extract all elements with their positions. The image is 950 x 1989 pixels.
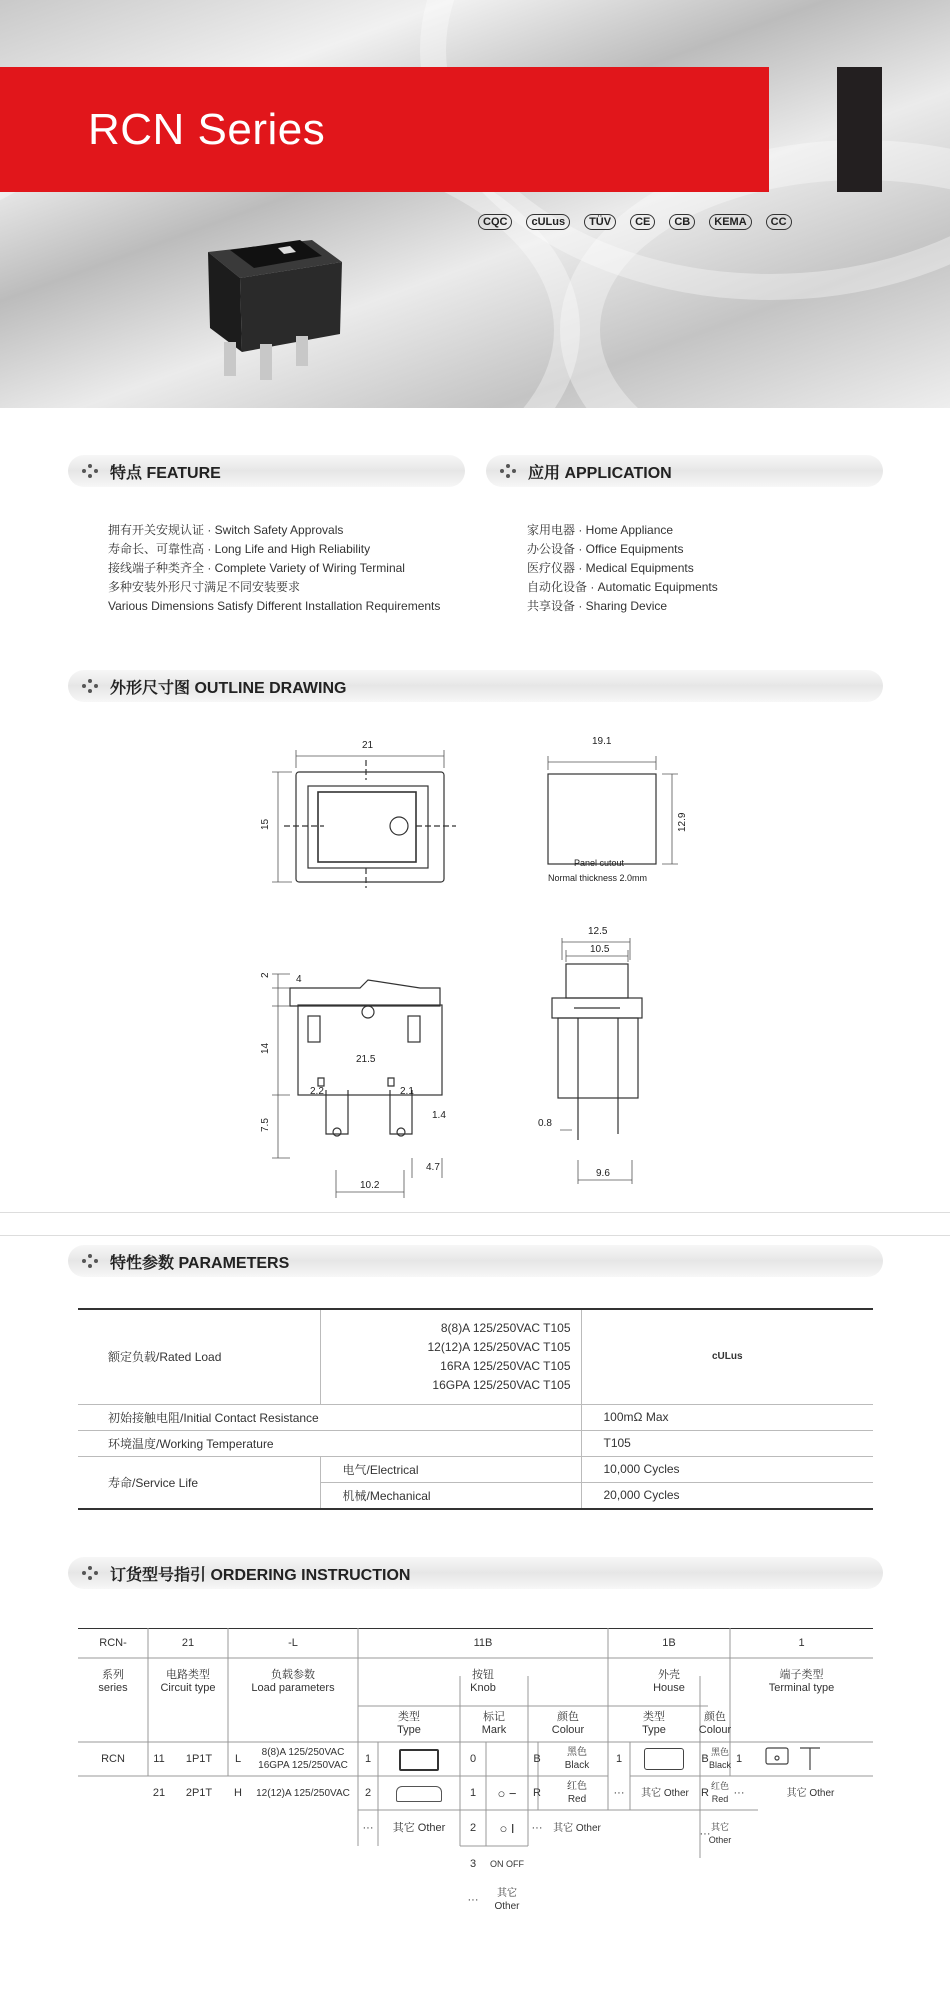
sub-house-type: 类型 Type (642, 1711, 666, 1736)
rated-value: 12(12)A 125/250VAC T105 (427, 1339, 571, 1354)
header-load: 负载参数 Load parameters (251, 1669, 335, 1694)
dim-10-5: 10.5 (590, 944, 610, 955)
knob-type-2-icon (396, 1786, 442, 1802)
code-circuit: 21 (181, 1636, 195, 1649)
dim-12-9: 12.9 (677, 812, 688, 832)
section-divider (0, 1212, 950, 1236)
terminal-code: ··· (733, 1786, 745, 1799)
mark-code: ··· (467, 1893, 479, 1906)
mark-code: 3 (469, 1857, 477, 1870)
application-item: 办公设备 · Office Equipments (527, 542, 684, 556)
cb-logo: CB (669, 214, 695, 230)
sub-knob-type: 类型 Type (397, 1711, 421, 1736)
house-type-code: ··· (613, 1786, 625, 1799)
feature-item: 接线端子种类齐全 · Complete Variety of Wiring Terminal (108, 561, 405, 575)
feature-item: 多种安装外形尺寸满足不同安装要求 (108, 580, 301, 594)
house-type-1-icon (644, 1748, 684, 1770)
knob-type-other: 其它 Other (392, 1821, 446, 1834)
params-header (68, 1245, 883, 1277)
dim-21: 21 (362, 740, 374, 751)
knob-type-code: 1 (364, 1752, 372, 1765)
table-row (78, 1309, 873, 1404)
header-terminal: 端子类型 Terminal type (768, 1669, 835, 1694)
application-item: 家用电器 · Home Appliance (527, 523, 674, 537)
panel-cutout-label: Panel cutout (574, 858, 625, 868)
product-photo (200, 222, 350, 382)
feature-title: 特点 FEATURE (110, 464, 221, 482)
feature-item: 拥有开关安规认证 · Switch Safety Approvals (108, 523, 344, 537)
knob-type-code: ··· (362, 1821, 374, 1834)
load-value: 12(12)A 125/250VAC (256, 1787, 350, 1799)
contact-value: 100mΩ Max (581, 1404, 873, 1430)
code-house: 1B (662, 1636, 676, 1649)
knob-colour-name: 红色 Red (567, 1781, 587, 1805)
circuit-name: 1P1T (185, 1752, 213, 1765)
house-colour-code: R (701, 1786, 709, 1799)
rated-value: 16RA 125/250VAC T105 (440, 1358, 571, 1373)
application-title: 应用 APPLICATION (528, 464, 672, 482)
hero-banner (0, 0, 950, 408)
outline-title: 外形尺寸图 OUTLINE DRAWING (110, 679, 347, 697)
feature-header (68, 455, 465, 487)
application-item: 医疗仪器 · Medical Equipments (527, 561, 694, 575)
knob-colour-code: B (533, 1752, 541, 1765)
accent-bar (837, 67, 882, 192)
ordering-header (68, 1557, 883, 1589)
sub-mark: 标记 Mark (481, 1711, 507, 1736)
dim-4: 4 (296, 974, 302, 985)
table-row (78, 1404, 873, 1430)
page-title: RCN Series (88, 105, 326, 154)
dim-2-1: 2.1 (400, 1086, 414, 1097)
application-header (486, 455, 883, 487)
outline-header (68, 670, 883, 702)
application-item: 共享设备 · Sharing Device (527, 599, 668, 613)
header-circuit: 电路类型 Circuit type (160, 1669, 216, 1694)
mark-code: 0 (469, 1752, 477, 1765)
mech-label: 机械/Mechanical (320, 1482, 581, 1509)
house-colour-name: 红色 Red (710, 1781, 729, 1804)
title-banner (0, 67, 769, 192)
ul-logo: cULus (526, 214, 570, 230)
house-colour-name: 其它 Other (708, 1822, 732, 1845)
mark-3-icon: ON OFF (490, 1858, 524, 1869)
ordering-title: 订货型号指引 ORDERING INSTRUCTION (110, 1566, 411, 1584)
house-colour-code: ··· (699, 1827, 711, 1840)
rated-load-label: 额定负载/Rated Load (78, 1309, 320, 1404)
ce-logo: CE (630, 214, 655, 230)
panel-thickness-label: Normal thickness 2.0mm (548, 873, 648, 883)
feature-item: Various Dimensions Satisfy Different Installation Requirements (108, 599, 441, 613)
kema-logo: KEMA (709, 214, 751, 230)
rated-value: 16GPA 125/250VAC T105 (432, 1377, 571, 1392)
code-terminal: 1 (798, 1636, 805, 1649)
dim-2-2: 2.2 (310, 1086, 324, 1097)
mark-code: 1 (469, 1786, 477, 1799)
ordering-table (78, 1628, 873, 1912)
cqc-logo: CQC (478, 214, 512, 230)
mech-value: 20,000 Cycles (581, 1482, 873, 1509)
knob-type-code: 2 (364, 1786, 372, 1799)
code-knob: 11B (473, 1636, 493, 1649)
dim-0-8: 0.8 (538, 1118, 552, 1129)
code-load: -L (288, 1636, 298, 1649)
circuit-code: 11 (153, 1752, 165, 1765)
temp-value: T105 (581, 1430, 873, 1456)
house-type-code: 1 (615, 1752, 623, 1765)
dim-19-1: 19.1 (592, 736, 612, 747)
rated-value: 8(8)A 125/250VAC T105 (440, 1320, 571, 1335)
sub-house-colour: 颜色 Colour (698, 1711, 732, 1736)
contact-label: 初始接触电阻/Initial Contact Resistance (78, 1404, 581, 1430)
series-value: RCN (101, 1752, 125, 1765)
ul-logo: cULus (581, 1309, 873, 1404)
sub-knob-colour: 颜色 Colour (551, 1711, 585, 1736)
knob-colour-code: R (533, 1786, 541, 1799)
dim-15: 15 (260, 818, 271, 830)
terminal-code: 1 (735, 1752, 743, 1765)
mark-other: 其它 Other (494, 1888, 520, 1912)
elec-label: 电气/Electrical (320, 1456, 581, 1482)
table-row (78, 1456, 873, 1482)
table-row (78, 1430, 873, 1456)
feature-item: 寿命长、可靠性高 · Long Life and High Reliability (108, 542, 371, 556)
cc-logo: CC (766, 214, 792, 230)
cert-logos (478, 214, 792, 230)
code-series: RCN- (99, 1636, 127, 1649)
dim-1-4: 1.4 (432, 1110, 446, 1121)
terminal-1-icon (760, 1744, 830, 1774)
elec-value: 10,000 Cycles (581, 1456, 873, 1482)
application-list (527, 521, 718, 616)
mark-1-icon: ○ − (497, 1785, 517, 1801)
load-value: 8(8)A 125/250VAC 16GPA 125/250VAC (258, 1747, 348, 1771)
knob-type-1-icon (399, 1749, 439, 1771)
header-house: 外壳 House (653, 1669, 685, 1694)
outline-drawing (0, 720, 950, 1200)
knob-colour-name: 其它 Other (553, 1822, 601, 1834)
header-series: 系列 series (98, 1669, 128, 1694)
dim-7-5: 7.5 (260, 1118, 271, 1132)
circuit-code: 21 (152, 1786, 166, 1799)
dim-21-5: 21.5 (356, 1054, 376, 1065)
house-colour-name: 黑色 Black (709, 1747, 732, 1770)
knob-colour-code: ··· (531, 1821, 543, 1834)
knob-colour-name: 黑色 Black (564, 1747, 590, 1771)
dim-10-2: 10.2 (360, 1180, 380, 1191)
mark-code: 2 (469, 1821, 477, 1834)
header-knob: 按钮 Knob (470, 1669, 496, 1694)
circuit-name: 2P1T (185, 1786, 213, 1799)
dim-9-6: 9.6 (596, 1168, 610, 1179)
dim-12-5: 12.5 (588, 926, 608, 937)
params-title: 特性参数 PARAMETERS (110, 1254, 290, 1272)
load-code: L (234, 1752, 242, 1765)
life-label: 寿命/Service Life (78, 1456, 320, 1509)
temp-label: 环境温度/Working Temperature (78, 1430, 581, 1456)
terminal-other: 其它 Other (786, 1787, 835, 1799)
house-type-other: 其它 Other (641, 1787, 689, 1799)
dim-14: 14 (260, 1042, 271, 1054)
house-colour-code: B (701, 1752, 709, 1765)
mark-2-icon: ○ I (499, 1820, 515, 1836)
application-item: 自动化设备 · Automatic Equipments (527, 580, 718, 594)
params-table (78, 1308, 873, 1510)
tuv-logo: TÜV (584, 214, 616, 230)
dim-2: 2 (260, 972, 271, 978)
feature-list (108, 521, 440, 616)
dim-4-7: 4.7 (426, 1162, 440, 1173)
load-code: H (234, 1786, 242, 1799)
